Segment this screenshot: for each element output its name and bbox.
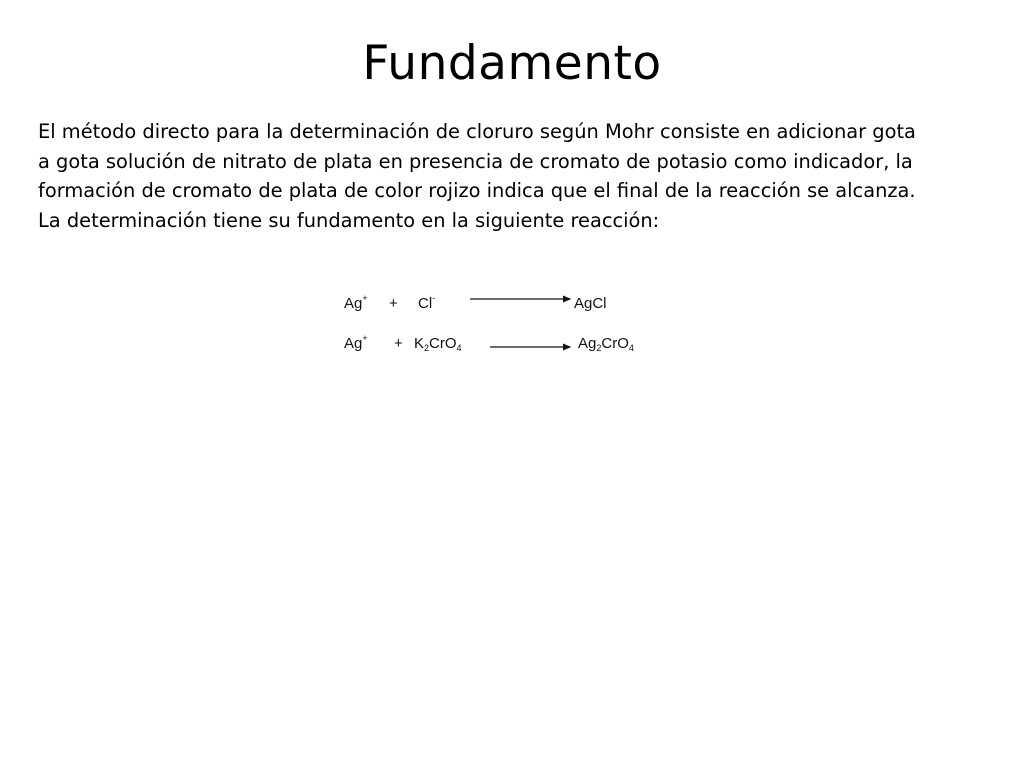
reaction-equations-figure [330, 280, 660, 360]
reaction-1-reactant-2: Cl- [418, 293, 436, 312]
reaction-2 [344, 333, 634, 353]
reaction-2-plus: + [394, 335, 403, 352]
body-line: formación de cromato de plata de color rojizo indica que el final de la reacción se alcanza. [38, 179, 916, 202]
reaction-2-product: $Ag_2CrO_4$ [578, 335, 634, 353]
body-line: La determinación tiene su fundamento en la siguiente reacción: [38, 208, 660, 232]
slide-body-text [38, 117, 998, 235]
reaction-1 [344, 293, 607, 312]
body-line: El método directo para la determinación de cloruro según Mohr consiste en adicionar gota [38, 120, 916, 143]
reaction-1-product: AgCl [574, 295, 607, 312]
slide-title: Fundamento [362, 36, 662, 91]
reaction-2-reactant-1: Ag+ [344, 333, 368, 352]
reaction-1-plus: + [389, 295, 398, 312]
reaction-2-reactant-2: $K_2CrO_4$ [414, 335, 462, 353]
reaction-1-reactant-1: Ag+ [344, 293, 368, 312]
body-line: a gota solución de nitrato de plata en presencia de cromato de potasio como indicador, la [38, 149, 913, 173]
